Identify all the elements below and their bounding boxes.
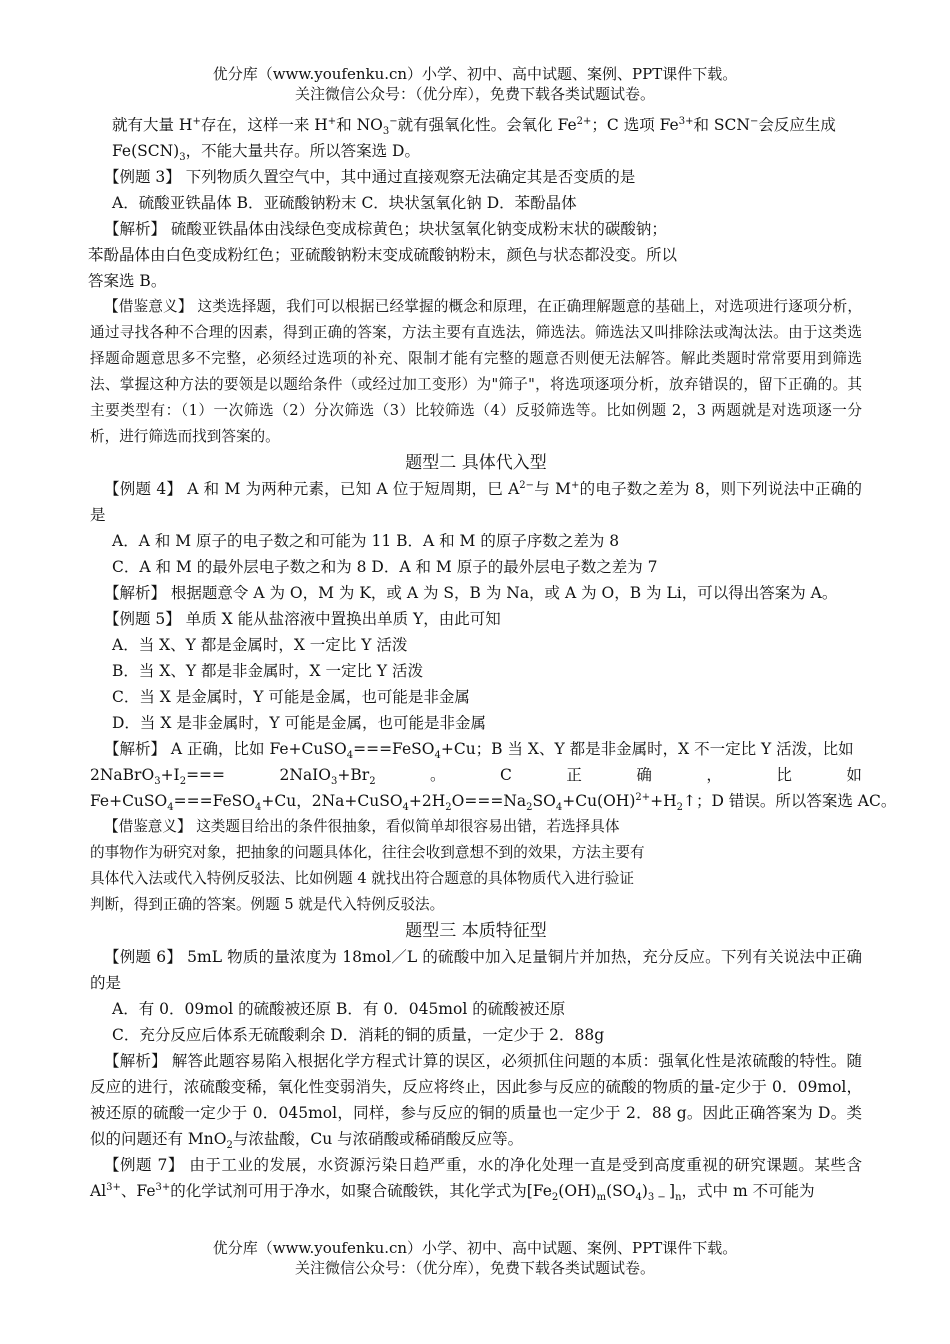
example-6-options-2: C．充分反应后体系无硫酸剩余 D．消耗的铜的质量，一定少于 2．88g	[112, 1026, 605, 1044]
example-3-analysis-end: 答案选 B。	[88, 272, 167, 290]
footer-line-2: 关注微信公众号：（优分库），免费下载各类试题试卷。	[294, 1259, 655, 1277]
example-5-option-b: B．当 X、Y 都是非金属时，X 一定比 Y 活泼	[112, 662, 424, 680]
example-3-analysis: 【解析】 硫酸亚铁晶体由浅绿色变成棕黄色；块状氢氧化钠变成粉末状的碳酸钠；	[104, 220, 667, 238]
example-4-options-1: A．A 和 M 原子的电子数之和可能为 11 B．A 和 M 的原子序数之差为 8	[112, 532, 620, 550]
example-5-option-d: D．当 X 是非金属时，Y 可能是金属，也可能是非金属	[112, 714, 486, 732]
example-6-analysis: 【解析】 解答此题容易陷入根据化学方程式计算的误区，必须抓住问题的本质：强氧化性是浓硫酸的特性。随反应的进行，浓硫酸变稀，氧化性变弱消失，反应将终止，因此参与反应的硫酸的物质的量-定少于 0．09mol，被还原的硫酸一定少于 0．045mol，同样，参与反应的铜的质量也一定少于 2．88 g。因此正确答案为 D。类似的问题还有 MnO$_2$与浓盐酸，Cu 与浓硝酸或稀硝酸反应等。	[90, 1052, 862, 1152]
reference-significance-2-cont: 具体代入法或代入特例反驳法、比如例题 4 就找出符合题意的具体物质代入进行验证	[90, 870, 634, 887]
reference-significance-2-end: 判断，得到正确的答案。例题 5 就是代入特例反驳法。	[90, 896, 445, 913]
page-header	[0, 64, 950, 104]
reference-significance-2-cont: 的事物作为研究对象，把抽象的问题具体化，往往会收到意想不到的效果，方法主要有	[90, 844, 645, 861]
example-4-analysis: 【解析】 根据题意令 A 为 O，M 为 K，或 A 为 S，B 为 Na，或 A 为 O，B 为 Li，可以得出答案为 A。	[104, 584, 838, 602]
example-6-options-1: A．有 0．09mol 的硫酸被还原 B．有 0．045mol 的硫酸被还原	[112, 1000, 566, 1018]
example-7-question: 【例题 7】 由于工业的发展，水资源污染日趋严重，水的净化处理一直是受到高度重视的研究课题。某些含 $Al^{3+}$、$Fe^{3+}$的化学试剂可用于净水，如聚合硫酸铁，其化学式为[$Fe_2(OH)_m(SO_4)_{3 -}$ ]$_n$，式中 m 不可能为	[90, 1156, 862, 1204]
header-line-2: 关注微信公众号：（优分库），免费下载各类试题试卷。	[294, 85, 655, 103]
example-5-analysis-end: Fe+CuSO$_4$===FeSO$_4$+Cu，$2Na+CuSO_4+2H_2O===Na_2SO_4+Cu(OH)^{2+}+H_2↑$；D 错误。所以答案选 AC。	[90, 791, 897, 814]
example-5-question: 【例题 5】 单质 X 能从盐溶液中置换出单质 Y，由此可知	[104, 610, 501, 628]
example-5-analysis: 【解析】 A 正确，比如 Fe+CuSO$_4$===FeSO$_4$+Cu；B 当 X、Y 都是非金属时，X 不一定比 Y 活泼，比如	[104, 740, 854, 762]
footer-line-1: 优分库（www.youfenku.cn）小学、初中、高中试题、案例、PPT课件下载。	[212, 1239, 738, 1257]
example-3-question: 【例题 3】 下列物质久置空气中，其中通过直接观察无法确定其是否变质的是	[104, 168, 636, 186]
example-5-option-c: C．当 X 是金属时，Y 可能是金属，也可能是非金属	[112, 688, 470, 706]
page-footer	[0, 1238, 950, 1278]
example-6-question: 【例题 6】 5mL 物质的量浓度为 18mol／L 的硫酸中加入足量铜片并加热，充分反应。下列有关说法中正确的是	[90, 948, 862, 992]
paragraph-line: $Fe(SCN)_3$，不能大量共存。所以答案选 D。	[112, 142, 420, 164]
example-4-options-2: C．A 和 M 的最外层电子数之和为 8 D．A 和 M 原子的最外层电子数之差为 7	[112, 558, 658, 576]
reference-significance-2: 【借鉴意义】 这类题目给出的条件很抽象，看似简单却很容易出错，若选择具体	[104, 818, 620, 835]
example-5-analysis-equation: $2NaBrO_3+I_2===$ $2NaIO_3+Br_2$ 。 C 正 确 ， 比 如	[90, 766, 862, 788]
example-3-analysis-cont: 苯酚晶体由白色变成粉红色；亚硫酸钠粉末变成硫酸钠粉末，颜色与状态都没变。所以	[88, 246, 678, 264]
example-5-option-a: A．当 X、Y 都是金属时，X 一定比 Y 活泼	[112, 636, 408, 654]
paragraph-line: 就有大量 H+存在，这样一来 H+和 $NO_3^-$就有强氧化性。会氧化 $Fe^{2+}$；C 选项 $Fe^{3+}$和 SCN−会反应生成	[112, 115, 836, 138]
reference-significance-1: 【借鉴意义】 这类选择题，我们可以根据已经掌握的概念和原理，在正确理解题意的基础上，对选项进行逐项分析，通过寻找各种不合理的因素，得到正确的答案，方法主要有直选法，筛选法。筛选法又叫排除法或淘汰法。由于这类选择题命题意思多不完整，必须经过选项的补充、限制才能有完整的题意否则便无法解答。解此类题时常常要用到筛选法、掌握这种方法的要领是以题给条件（或经过加工变形）为"筛子"，将选项逐项分析，放弃错误的，留下正确的。其主要类型有：（1）一次筛选（2）分次筛选（3）比较筛选（4）反驳筛选等。比如例题 2，3 两题就是对选项逐一分析，进行筛选而找到答案的。	[90, 298, 862, 445]
example-4-question: 【例题 4】 A 和 M 为两种元素，已知 A 位于短周期，巳 $A^{2-}$与 M+的电子数之差为 8，则下列说法中正确的是	[90, 479, 862, 524]
example-3-options: A．硫酸亚铁晶体 B．亚硫酸钠粉末 C．块状氢氧化钠 D．苯酚晶体	[112, 194, 577, 212]
section-title-type-2: 题型二 具体代入型	[405, 453, 547, 473]
header-line-1: 优分库（www.youfenku.cn）小学、初中、高中试题、案例、PPT课件下载。	[212, 65, 738, 83]
document-body	[88, 112, 897, 1204]
section-title-type-3: 题型三 本质特征型	[405, 921, 547, 941]
